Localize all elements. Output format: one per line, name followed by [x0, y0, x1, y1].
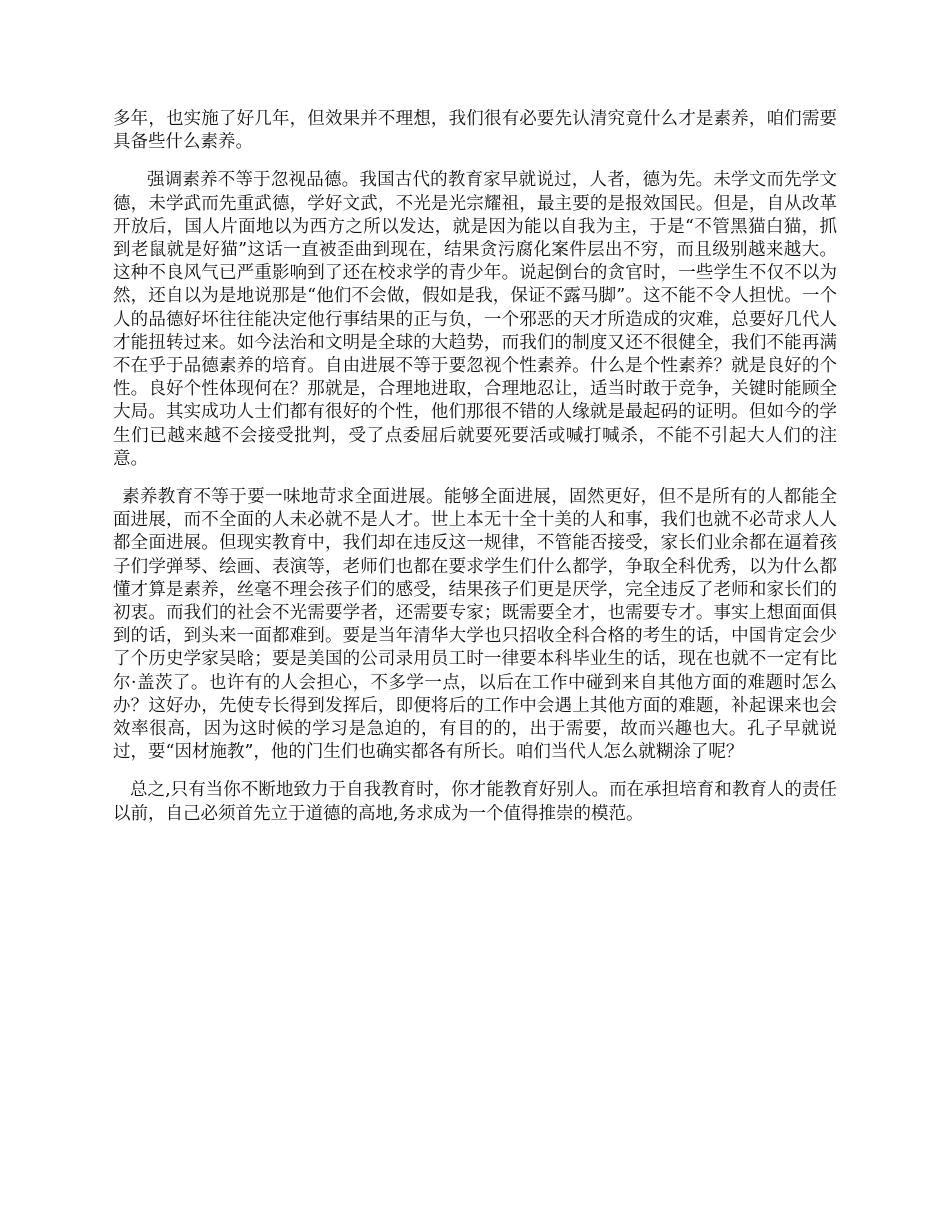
paragraph-character-and-morality: 强调素养不等于忽视品德。我国古代的教育家早就说过，人者，德为先。未学文而先学文德，未学武而先重武德，学好文武，不光是光宗耀祖，最主要的是报效国民。但是，自从改革开放后，国人片面地以为西方之所以发达，就是因为能以自我为主，于是“不管黑猫白猫，抓到老鼠就是好猫”这话一直被歪曲到现在，结果贪污腐化案件层出不穷，而且级别越来越大。这种不良风气已严重影响到了还在校求学的青少年。说起倒台的贪官时，一些学生不仅不以为然，还自以为是地说那是“他们不会做，假如是我，保证不露马脚”。这不能不令人担忧。一个人的品德好坏往往能决定他行事结果的正与负，一个邪恶的天才所造成的灾难，总要好几代人才能扭转过来。如今法治和文明是全球的大趋势，而我们的制度又还不很健全，我们不能再满不在乎于品德素养的培育。自由进展不等于要忽视个性素养。什么是个性素养？就是良好的个性。良好个性体现何在？那就是，合理地进取，合理地忍让，适当时敢于竞争，关键时能顾全大局。其实成功人士们都有很好的个性，他们那很不错的人缘就是最起码的证明。但如今的学生们已越来越不会接受批判，受了点委屈后就要死要活或喊打喊杀，不能不引起大人们的注意。 — [113, 170, 837, 469]
document-body — [113, 108, 837, 841]
paragraph-all-round-development: 素养教育不等于要一味地苛求全面进展。能够全面进展，固然更好，但不是所有的人都能全面进展，而不全面的人未必就不是人才。世上本无十全十美的人和事，我们也就不必苛求人人都全面进展。但现实教育中，我们却在违反这一规律，不管能否接受，家长们业余都在逼着孩子们学弹琴、绘画、表演等，老师们也都在要求学生们什么都学，争取全科优秀，以为什么都懂才算是素养，丝毫不理会孩子们的感受，结果孩子们更是厌学，完全违反了老师和家长们的初衷。而我们的社会不光需要学者，还需要专家；既需要全才，也需要专才。事实上想面面俱到的话，到头来一面都难到。要是当年清华大学也只招收全科合格的考生的话，中国肯定会少了个历史学家吴晗；要是美国的公司录用员工时一律要本科毕业生的话，现在也就不一定有比尔·盖茨了。也许有的人会担心，不多学一点，以后在工作中碰到来自其他方面的难题时怎么办？这好办，先使专长得到发挥后，即便将后的工作中会遇上其他方面的难题，补起课来也会效率很高，因为这时候的学习是急迫的，有目的的，出于需要，故而兴趣也大。孔子早就说过，要“因材施教”，他的门生们也确实都各有所长。咱们当代人怎么就糊涂了呢？ — [113, 487, 837, 763]
paragraph-continuation: 多年，也实施了好几年，但效果并不理想，我们很有必要先认清究竟什么才是素养，咱们需要具备些什么素养。 — [113, 109, 837, 153]
paragraph-conclusion: 总之,只有当你不断地致力于自我教育时，你才能教育好别人。而在承担培育和教育人的责任以前，自己必须首先立于道德的高地,务求成为一个值得推崇的模范。 — [113, 780, 837, 824]
